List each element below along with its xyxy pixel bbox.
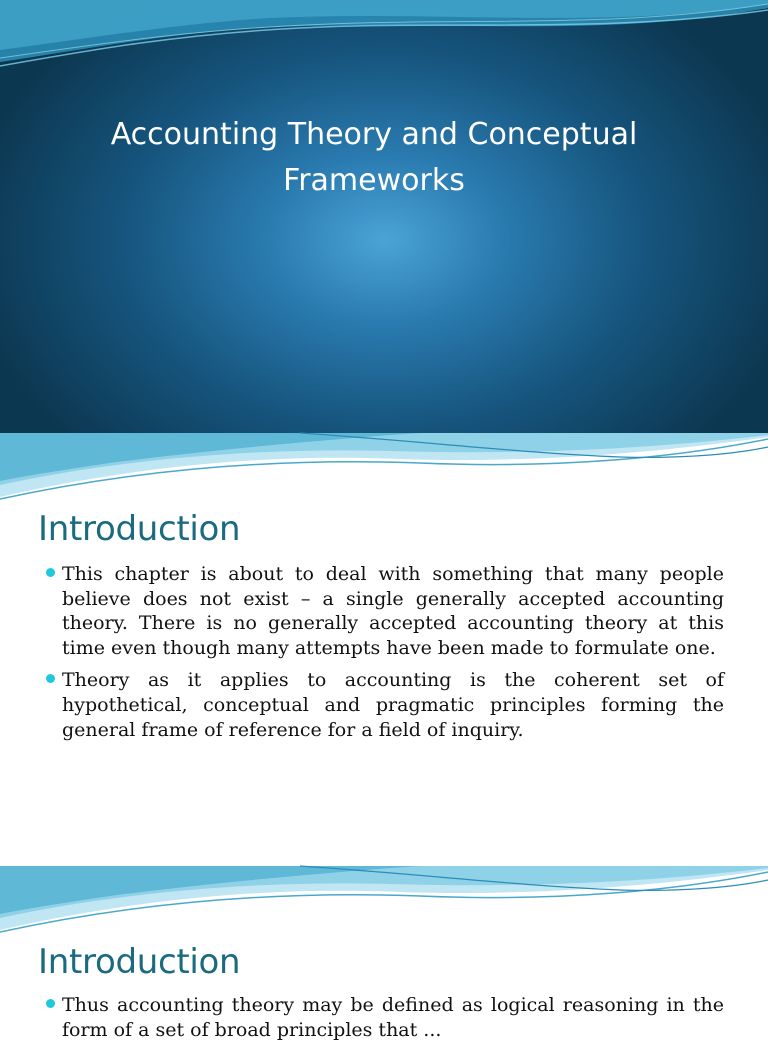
presentation-title: Accounting Theory and Conceptual Frameworks: [110, 117, 638, 198]
bullet-dot-icon: [46, 568, 55, 577]
bullet-item: [44, 993, 724, 1042]
bullet-item: [44, 668, 724, 742]
slide-heading: Introduction: [38, 942, 241, 982]
bullet-list: [44, 993, 724, 1050]
bullet-dot-icon: [46, 999, 55, 1008]
bullet-dot-icon: [46, 674, 55, 683]
title-wave-decoration: [0, 0, 768, 80]
content-slide: [0, 866, 768, 1041]
slide-heading: Introduction: [38, 509, 241, 549]
bullet-item: [44, 562, 724, 660]
bullet-text: This chapter is about to deal with something that many people believe does not exist – a single generally accepted accounting theory. There is no generally accepted accounting theory at this time even though many attempts have been made to formulate one.: [62, 563, 724, 659]
bullet-list: [44, 562, 724, 750]
title-slide: [0, 0, 768, 433]
content-slide: [0, 433, 768, 866]
bullet-text: Theory as it applies to accounting is the coherent set of hypothetical, conceptual and pragmatic principles forming the general frame of reference for a field of inquiry.: [62, 669, 724, 741]
bullet-text: Thus accounting theory may be defined as logical reasoning in the form of a set of broad principles that ...: [62, 994, 724, 1041]
slide-wave-decoration: [0, 866, 768, 938]
slide-wave-decoration: [0, 433, 768, 505]
